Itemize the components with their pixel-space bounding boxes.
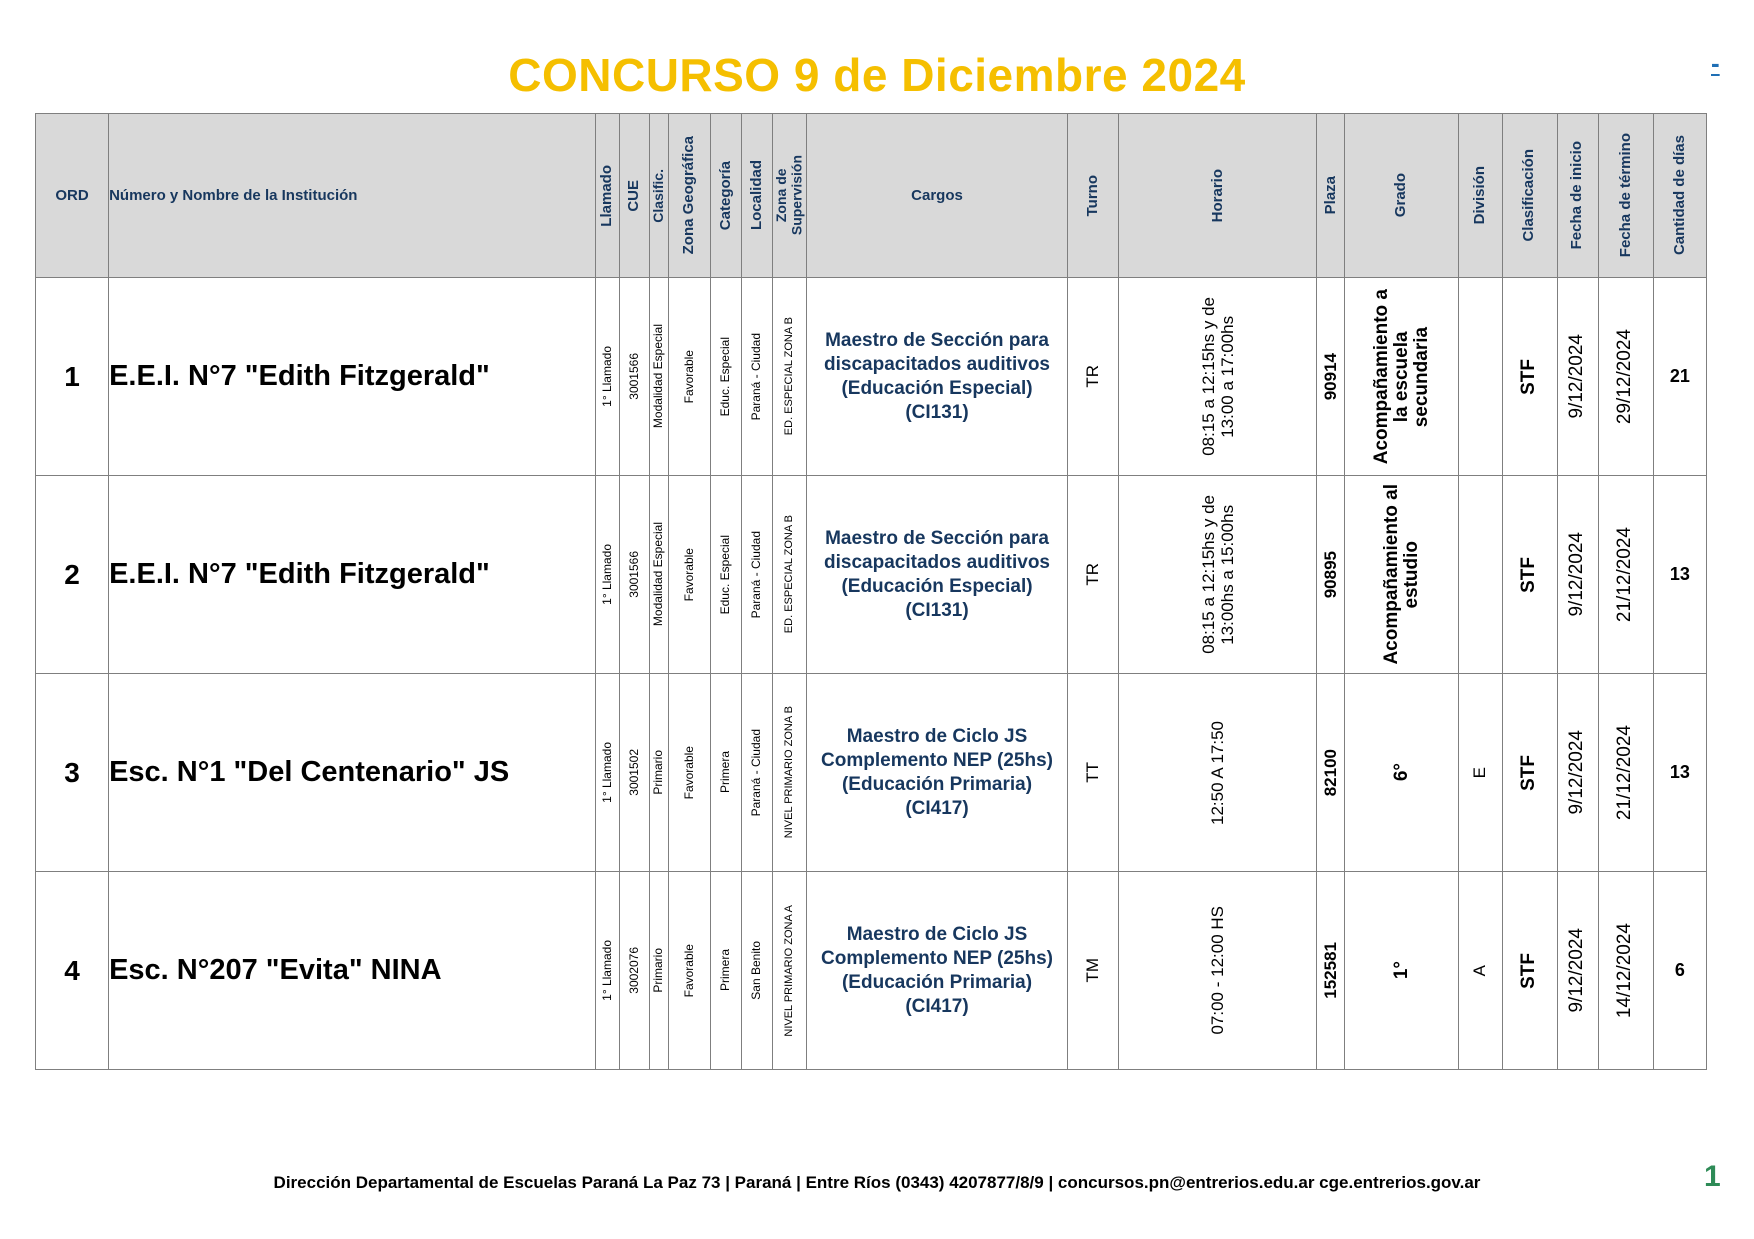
cell-plaza: 90914: [1317, 278, 1345, 476]
cell-cantidad-dias: 21: [1653, 278, 1706, 476]
cell-horario: 07:00 - 12:00 HS: [1119, 872, 1317, 1070]
cell-horario: 12:50 A 17:50: [1119, 674, 1317, 872]
cell-llamado: 1° Llamado: [595, 674, 619, 872]
header-zona-geografica: Zona Geográfica: [668, 114, 710, 278]
cell-clasificacion: STF: [1502, 476, 1557, 674]
cell-ord: 2: [36, 476, 109, 674]
cell-horario: 08:15 a 12:15hs y de 13:00 a 17:00hs: [1119, 278, 1317, 476]
header-fecha-inicio: Fecha de inicio: [1557, 114, 1598, 278]
header-row: [36, 114, 1707, 278]
cell-clasific: Primario: [649, 674, 668, 872]
cell-zona-supervision: NIVEL PRIMARIO ZONA A: [772, 872, 806, 1070]
cell-cue: 3002076: [619, 872, 649, 1070]
header-cue: CUE: [619, 114, 649, 278]
cell-localidad: Paraná - Ciudad: [741, 278, 772, 476]
cell-categoria: Primera: [710, 872, 741, 1070]
cell-llamado: 1° Llamado: [595, 476, 619, 674]
cell-clasificacion: STF: [1502, 872, 1557, 1070]
cell-fecha-termino: 21/12/2024: [1598, 674, 1653, 872]
header-llamado: Llamado: [595, 114, 619, 278]
table-row: [36, 476, 1707, 674]
header-fecha-termino: Fecha de término: [1598, 114, 1653, 278]
cell-cantidad-dias: 13: [1653, 674, 1706, 872]
table-row: [36, 278, 1707, 476]
cell-institucion: E.E.I. N°7 "Edith Fitzgerald": [109, 278, 596, 476]
cell-turno: TR: [1068, 476, 1119, 674]
cell-localidad: Paraná - Ciudad: [741, 674, 772, 872]
cell-cantidad-dias: 13: [1653, 476, 1706, 674]
cell-cantidad-dias: 6: [1653, 872, 1706, 1070]
cell-categoria: Educ. Especial: [710, 278, 741, 476]
cell-plaza: 152581: [1317, 872, 1345, 1070]
header-localidad: Localidad: [741, 114, 772, 278]
cell-turno: TT: [1068, 674, 1119, 872]
cell-fecha-termino: 14/12/2024: [1598, 872, 1653, 1070]
cell-zona-supervision: ED. ESPECIAL ZONA B: [772, 278, 806, 476]
cell-ord: 4: [36, 872, 109, 1070]
cell-cargo: Maestro de Sección para discapacitados auditivos (Educación Especial) (CI131): [806, 476, 1067, 674]
cell-categoria: Primera: [710, 674, 741, 872]
cell-institucion: Esc. N°1 "Del Centenario" JS: [109, 674, 596, 872]
header-clasific: Clasific.: [649, 114, 668, 278]
cell-plaza: 82100: [1317, 674, 1345, 872]
cell-clasificacion: STF: [1502, 278, 1557, 476]
cell-ord: 1: [36, 278, 109, 476]
page-number: 1: [1704, 1160, 1721, 1193]
header-turno: Turno: [1068, 114, 1119, 278]
cell-institucion: Esc. N°207 "Evita" NINA: [109, 872, 596, 1070]
cell-localidad: Paraná - Ciudad: [741, 476, 772, 674]
cell-cue: 3001566: [619, 278, 649, 476]
cell-turno: TR: [1068, 278, 1119, 476]
cell-clasific: Primario: [649, 872, 668, 1070]
cell-division: A: [1458, 872, 1502, 1070]
cell-ord: 3: [36, 674, 109, 872]
header-zona-supervision: Zona de Supervisión: [772, 114, 806, 278]
header-horario: Horario: [1119, 114, 1317, 278]
header-clasificacion: Clasificación: [1502, 114, 1557, 278]
cell-institucion: E.E.I. N°7 "Edith Fitzgerald": [109, 476, 596, 674]
cell-localidad: San Benito: [741, 872, 772, 1070]
cell-llamado: 1° Llamado: [595, 872, 619, 1070]
cell-llamado: 1° Llamado: [595, 278, 619, 476]
footer-contact: Dirección Departamental de Escuelas Paraná La Paz 73 | Paraná | Entre Ríos (0343) 4207877/8/9 | concursos.pn@entrerios.edu.ar cge.entrerios.gov.ar: [273, 1173, 1481, 1192]
cell-clasificacion: STF: [1502, 674, 1557, 872]
cell-fecha-termino: 29/12/2024: [1598, 278, 1653, 476]
cell-grado: Acompañamiento a la escuela secundaria: [1345, 278, 1458, 476]
cell-zona-geografica: Favorable: [668, 674, 710, 872]
cell-cargo: Maestro de Ciclo JS Complemento NEP (25hs) (Educación Primaria) (CI417): [806, 674, 1067, 872]
cell-division: [1458, 476, 1502, 674]
header-division: División: [1458, 114, 1502, 278]
cell-grado: Acompañamiento al estudio: [1345, 476, 1458, 674]
cell-cue: 3001566: [619, 476, 649, 674]
header-cargos: Cargos: [806, 114, 1067, 278]
header-ord: ORD: [36, 114, 109, 278]
cell-horario: 08:15 a 12:15hs y de 13:00hs a 15:00hs: [1119, 476, 1317, 674]
header-institucion: Número y Nombre de la Institución: [109, 114, 596, 278]
cell-zona-supervision: NIVEL PRIMARIO ZONA B: [772, 674, 806, 872]
table-row: [36, 872, 1707, 1070]
cell-division: [1458, 278, 1502, 476]
header-grado: Grado: [1345, 114, 1458, 278]
cell-zona-supervision: ED. ESPECIAL ZONA B: [772, 476, 806, 674]
cell-fecha-inicio: 9/12/2024: [1557, 674, 1598, 872]
cell-clasific: Modalidad Especial: [649, 476, 668, 674]
cell-division: E: [1458, 674, 1502, 872]
header-cantidad-dias: Cantidad de días: [1653, 114, 1706, 278]
cell-cargo: Maestro de Sección para discapacitados auditivos (Educación Especial) (CI131): [806, 278, 1067, 476]
cell-categoria: Educ. Especial: [710, 476, 741, 674]
header-categoria: Categoría: [710, 114, 741, 278]
cell-clasific: Modalidad Especial: [649, 278, 668, 476]
table-row: [36, 674, 1707, 872]
cell-zona-geografica: Favorable: [668, 872, 710, 1070]
cell-plaza: 90895: [1317, 476, 1345, 674]
cell-grado: 6°: [1345, 674, 1458, 872]
top-link[interactable]: -: [1711, 48, 1720, 78]
concurso-table: [35, 113, 1707, 1070]
page-title: CONCURSO 9 de Diciembre 2024: [508, 49, 1246, 101]
cell-grado: 1°: [1345, 872, 1458, 1070]
cell-zona-geografica: Favorable: [668, 476, 710, 674]
cell-fecha-inicio: 9/12/2024: [1557, 278, 1598, 476]
cell-fecha-inicio: 9/12/2024: [1557, 476, 1598, 674]
cell-fecha-inicio: 9/12/2024: [1557, 872, 1598, 1070]
cell-fecha-termino: 21/12/2024: [1598, 476, 1653, 674]
cell-turno: TM: [1068, 872, 1119, 1070]
header-plaza: Plaza: [1317, 114, 1345, 278]
cell-cargo: Maestro de Ciclo JS Complemento NEP (25hs) (Educación Primaria) (CI417): [806, 872, 1067, 1070]
cell-zona-geografica: Favorable: [668, 278, 710, 476]
cell-cue: 3001502: [619, 674, 649, 872]
